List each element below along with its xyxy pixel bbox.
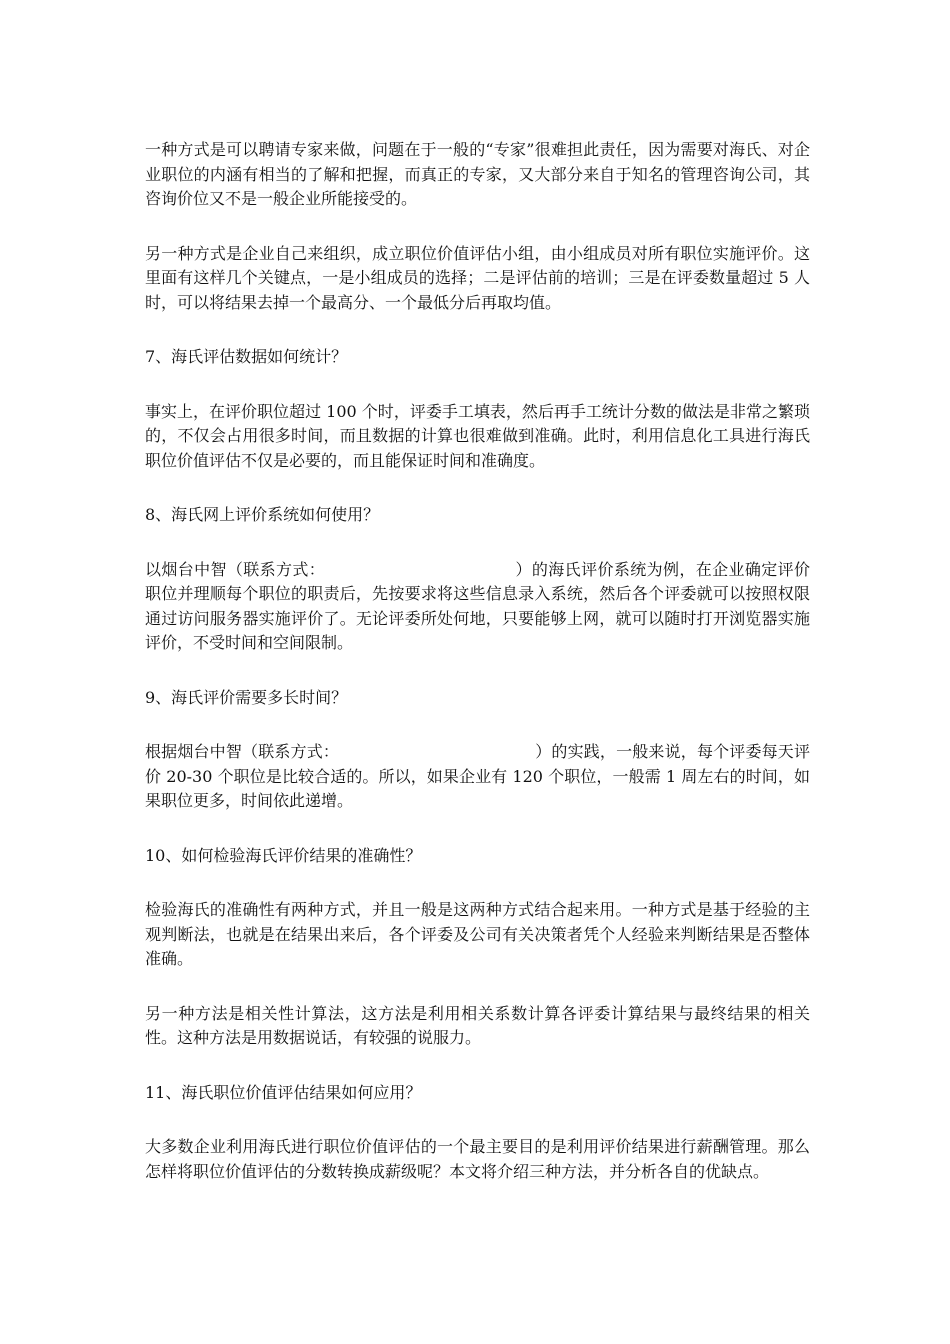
paragraph-subjective-method: 检验海氏的准确性有两种方式，并且一般是这两种方式结合起来用。一种方式是基于经验的主观判断法，也就是在结果出来后，各个评委及公司有关决策者凭个人经验来判断结果是否整体准确。 — [145, 900, 810, 968]
section-heading-7: 7、海氏评估数据如何统计？ — [145, 347, 348, 366]
section-heading-9: 9、海氏评价需要多长时间？ — [145, 687, 348, 707]
spacer — [145, 315, 810, 345]
contact-lead-text: 以烟台中智（联系方式： — [145, 559, 326, 579]
document-body — [145, 138, 810, 1184]
paragraph-evaluation-time — [145, 740, 810, 814]
spacer — [145, 972, 810, 1002]
paragraph-result-application: 大多数企业利用海氏进行职位价值评估的一个最主要目的是利用评价结果进行薪酬管理。那么怎样将职位价值评估的分数转换成薪级呢？本文将介绍三种方法，并分析各自的优缺点。 — [145, 1137, 810, 1181]
section-heading-10: 10、如何检验海氏评价结果的准确性？ — [145, 845, 422, 865]
paragraph-expert-method: 一种方式是可以聘请专家来做，问题在于一般的“专家”很难担此责任，因为需要对海氏、对企业职位的内涵有相当的了解和把握，而真正的专家，又大部分来自于知名的管理咨询公司，其咨询价位又不是一般企业所能接受的。 — [145, 140, 810, 208]
spacer — [145, 868, 810, 898]
paragraph-data-statistics: 事实上，在评价职位超过 100 个时，评委手工填表，然后再手工统计分数的做法是非常之繁琐的，不仅会占用很多时间，而且数据的计算也很难做到准确。此时，利用信息化工具进行海氏职位价值评估不仅是必要的，而且能保证时间和准确度。 — [145, 401, 810, 470]
spacer — [145, 656, 810, 686]
spacer — [145, 212, 810, 242]
contact-trail-text: ）的实践，一般来说，每个评委每天评价 20-30 个职位是比较合适的。所以，如果企业有 120 个职位，一般需 1 周左右的时间，如果职位更多，时间依此递增。 — [145, 742, 810, 810]
spacer — [145, 1105, 810, 1135]
paragraph-correlation-method: 另一种方法是相关性计算法，这方法是利用相关系数计算各评委计算结果与最终结果的相关性。这种方法是用数据说话，有较强的说服力。 — [145, 1003, 810, 1047]
contact-trail-text: ）的海氏评价系统为例，在企业确定评价职位并理顺每个职位的职责后，先按要求将这些信息录入系统，然后各个评委就可以按照权限通过访问服务器实施评价了。无论评委所处何地，只要能够上网，就可以随时打开浏览器实施评价，不受时间和空间限制。 — [145, 559, 810, 652]
paragraph-self-organize-method: 另一种方式是企业自己来组织，成立职位价值评估小组，由小组成员对所有职位实施评价。这里面有这样几个关键点，一是小组成员的选择；二是评估前的培训；三是在评委数量超过 5 人时，可以将结果去掉一个最高分、一个最低分后再取均值。 — [145, 243, 810, 312]
spacer — [145, 710, 810, 740]
contact-lead-text: 根据烟台中智（联系方式： — [145, 742, 340, 761]
spacer — [145, 814, 810, 844]
paragraph-online-system — [145, 558, 810, 656]
spacer — [145, 473, 810, 503]
section-heading-8: 8、海氏网上评价系统如何使用？ — [145, 505, 380, 524]
section-heading-11: 11、海氏职位价值评估结果如何应用？ — [145, 1082, 422, 1102]
spacer — [145, 1051, 810, 1081]
spacer — [145, 528, 810, 558]
spacer — [145, 370, 810, 400]
